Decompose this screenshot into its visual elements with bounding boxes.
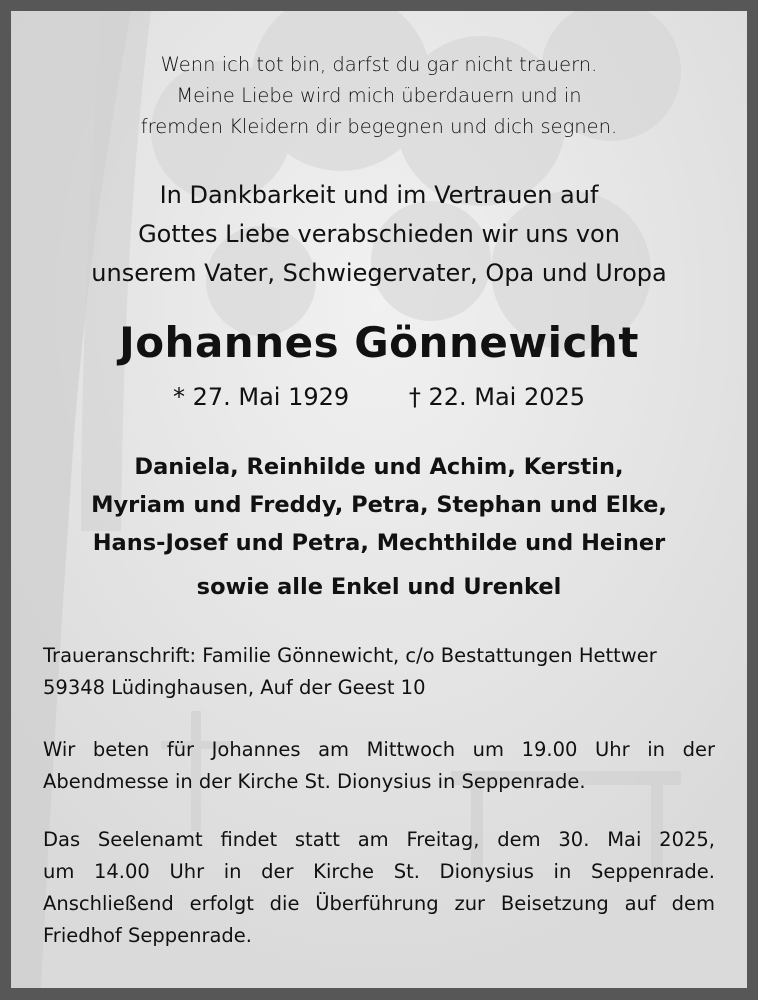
prayer-notice [43,734,715,798]
family-line: Daniela, Reinhilde und Achim, Kerstin, [134,454,624,480]
funeral-line: Friedhof Seppenrade. [43,924,252,947]
death-date: † 22. Mai 2025 [408,383,586,411]
grandchildren-line: sowie alle Enkel und Urenkel [196,574,562,600]
deceased-name: Johannes Gönnewicht [119,318,639,367]
address-line: Traueranschrift: Familie Gönnewicht, c/o Bestattungen Hettwer [43,644,657,667]
verse-line: Meine Liebe wird mich überdauern und in [176,84,582,107]
intro-line: In Dankbarkeit und im Vertrauen auf [159,181,599,209]
family-line: Myriam und Freddy, Petra, Stephan und Elke, [91,492,667,518]
verse-line: fremden Kleidern dir begegnen und dich segnen. [140,115,618,138]
address-line: 59348 Lüdinghausen, Auf der Geest 10 [43,676,426,699]
intro-line: Gottes Liebe verabschieden wir uns von [138,220,620,248]
prayer-line: Abendmesse in der Kirche St. Dionysius in Seppenrade. [43,770,586,793]
birth-date: * 27. Mai 1929 [172,383,350,411]
memorial-verse [11,49,747,142]
family-line: Hans-Josef und Petra, Mechthilde und Heiner [92,530,666,556]
life-dates [11,383,747,411]
funeral-line: Das Seelenamt findet statt am Freitag, dem 30. Mai 2025, [43,828,715,851]
funeral-line: um 14.00 Uhr in der Kirche St. Dionysius in Seppenrade. [43,860,715,883]
funeral-notice [43,824,715,952]
bereaved-family [11,448,747,562]
mourning-address [43,640,715,704]
verse-line: Wenn ich tot bin, darfst du gar nicht trauern. [160,53,598,76]
intro-line: unserem Vater, Schwiegervater, Opa und Uropa [91,259,667,287]
funeral-line: Anschließend erfolgt die Überführung zur Beisetzung auf dem [43,892,715,915]
obituary-notice [11,11,747,988]
farewell-intro [11,176,747,293]
prayer-line: Wir beten für Johannes am Mittwoch um 19.00 Uhr in der [43,738,715,761]
